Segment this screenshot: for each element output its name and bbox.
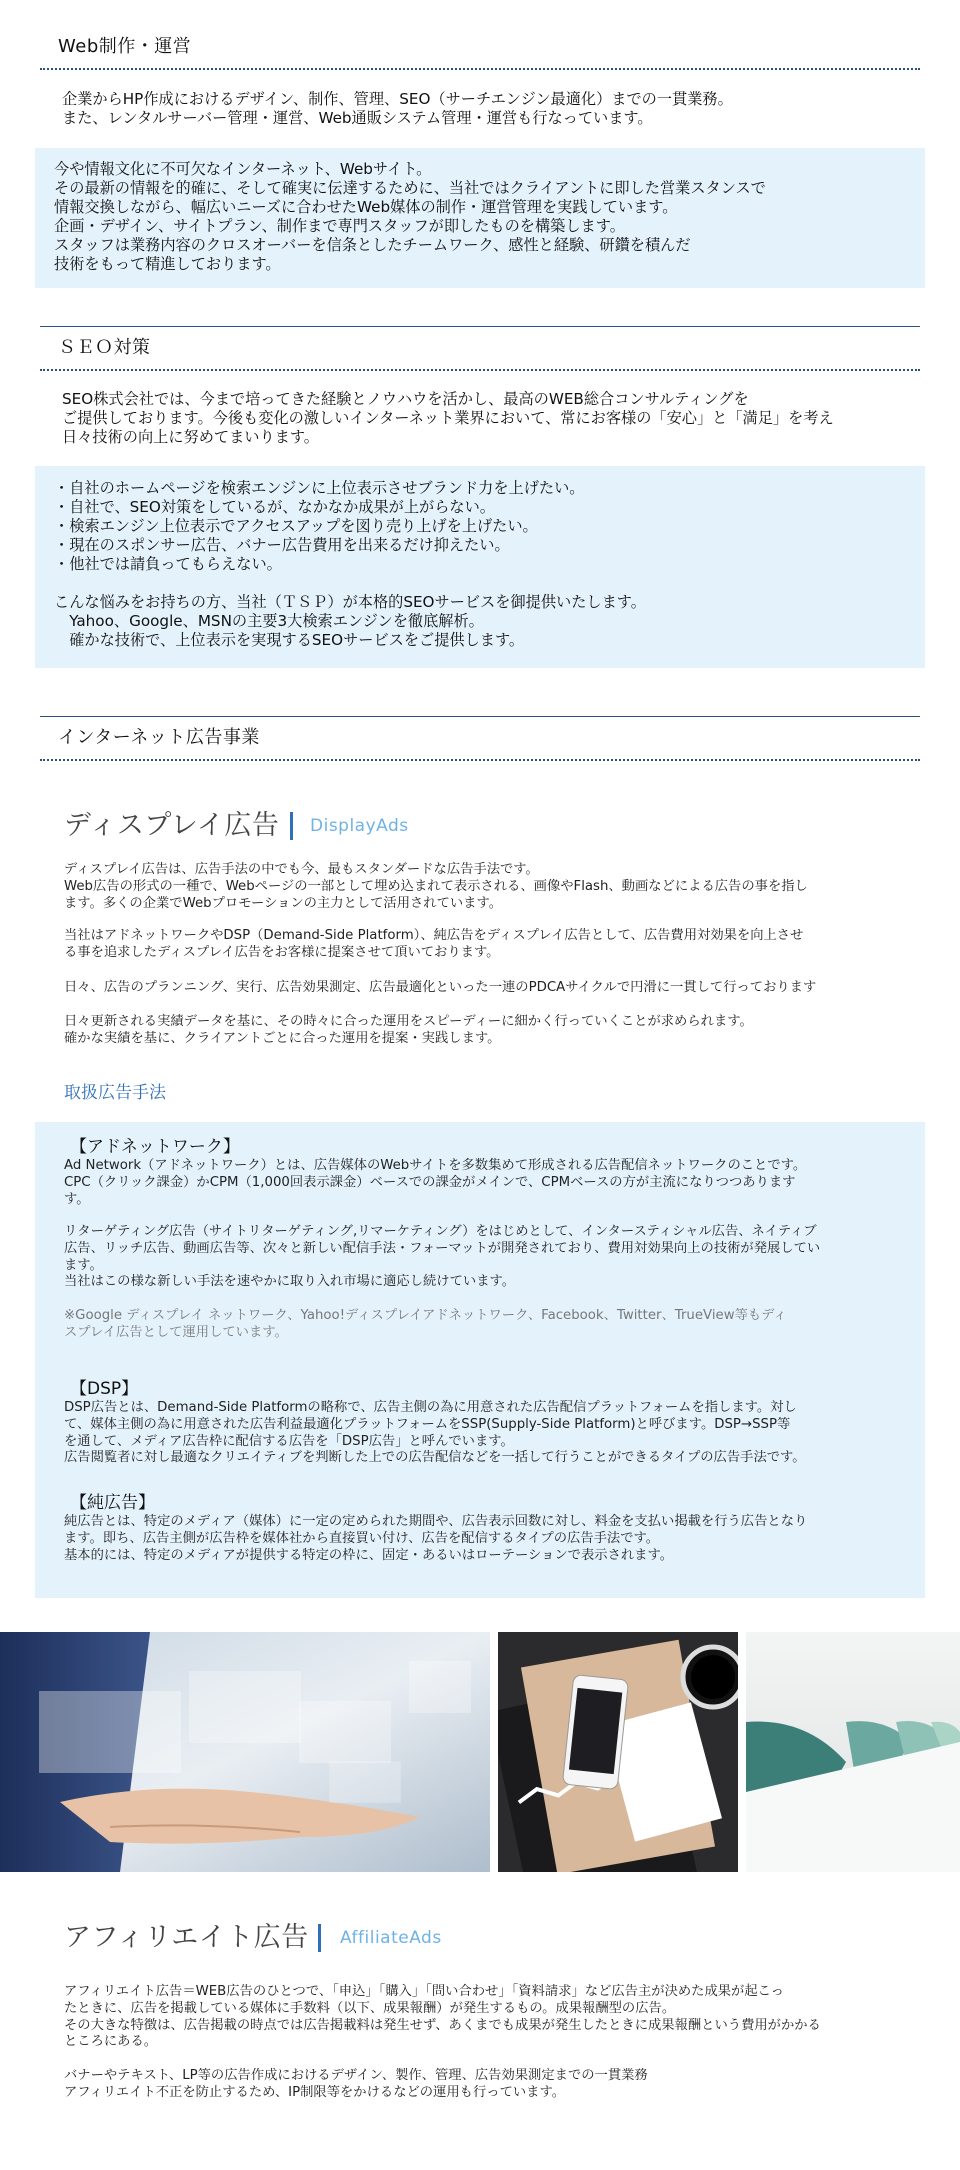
display-para-3: 日々、広告のプランニング、実行、広告効果測定、広告最適化といった一連のPDCAサイクルで円滑に一貫して行っております [64,980,817,995]
hand-photo-illustration [0,1632,490,1872]
web-box-text: 今や情報文化に不可欠なインターネット、Webサイト。 その最新の情報を的確に、そして確実に伝達するために、当社ではクライアントに即した営業スタンスで 情報交換しながら、幅広いニーズに合わせたWeb媒体の制作・運営管理を実践しています。 企画・デザイン、サイトプラン、制作まで専門スタッフが即したものを構築します。 スタッフは業務内容のクロスオーバーを信条としたチームワーク、感性と経験、研鑽を積んだ 技術をもって精進しております。 [54,160,766,273]
dotted-divider [40,759,920,761]
title-separator-bar [290,812,293,840]
photo-office-chairs [746,1632,960,1872]
display-ads-subtitle: DisplayAds [310,816,409,836]
web-lead-text: 企業からHP作成におけるデザイン、制作、管理、SEO（サーチエンジン最適化）までの一貫業務。 また、レンタルサーバー管理・運営、Web通販システム管理・運営も行なっています。 [62,90,733,127]
section-top-rule [40,716,920,717]
section-header-web [40,36,920,70]
ad-methods-heading: 取扱広告手法 [64,1083,166,1103]
section-title-web: Web制作・運営 [58,36,192,57]
affiliate-para-1: アフィリエイト広告＝WEB広告のひとつで、「申込」「購入」「問い合わせ」「資料請求」など広告主が決めた成果が起こっ たときに、広告を掲載している媒体に手数料（以下、成果報酬）が発生するもの。成果報酬型の広告。 その大きな特徴は、広告掲載の時点では広告掲載料は発生せず、あくまでも成果が発生したときに成果報酬という費用がかかる ところにある。 [64,1984,821,2050]
seo-info-box [35,466,925,668]
seo-lead-text: SEO株式会社では、今まで培ってきた経験とノウハウを活かし、最高のWEB総合コンサルティングを ご提供しております。今後も変化の激しいインターネット業界において、常にお客様の「安心」と「満足」を考え 日々技術の向上に努めてまいります。 [62,390,834,446]
section-top-rule [40,326,920,327]
affiliate-ads-title: アフィリエイト広告 [64,1922,309,1953]
dotted-divider [40,369,920,371]
display-para-1: ディスプレイ広告は、広告手法の中でも今、最もスタンダードな広告手法です。 Web広告の形式の一種で、Webページの一部として埋め込まれて表示される、画像やFlash、動画などによる広告の事を指し ます。多くの企業でWebプロモーションの主力として活用されています。 [64,862,808,911]
section-header-seo [40,326,920,371]
affiliate-ads-subtitle: AffiliateAds [340,1928,442,1948]
pure-ad-para: 純広告とは、特定のメディア（媒体）に一定の定められた期間や、広告表示回数に対し、料金を支払い掲載を行う広告となり ます。即ち、広告主側が広告枠を媒体社から直接買い付け、広告を配信するタイプの広告手法です。 基本的には、特定のメディアが提供する特定の枠に、固定・あるいはローテーションで表示されます。 [64,1514,808,1563]
adnetwork-note: ※Google ディスプレイ ネットワーク、Yahoo!ディスプレイアドネットワーク、Facebook、Twitter、TrueView等もディ スプレイ広告として運用しています。 [64,1308,787,1340]
pure-ad-heading: 【純広告】 [70,1493,155,1513]
affiliate-para-2: バナーやテキスト、LP等の広告作成におけるデザイン、製作、管理、広告効果測定までの一貫業務 アフィリエイト不正を防止するため、IP制限等をかけるなどの運用も行っています。 [64,2068,648,2100]
dsp-para: DSP広告とは、Demand-Side Platformの略称で、広告主側の為に用意された広告配信プラットフォームを指します。対し て、媒体主側の為に用意された広告利益最適化プラットフォームをSSP(Supply-Side Platform)と呼びます。DSP→SSP等 を通して、メディア広告枠に配信する広告を「DSP広告」と呼んでいます。 広告閲覧者に対し最適なクリエイティブを判断した上での広告配信などを一括して行うことができるタイプの広告手法です。 [64,1400,806,1466]
seo-box-text: ・自社のホームページを検索エンジンに上位表示させブランド力を上げたい。 ・自社で、SEO対策をしているが、なかなか成果が上がらない。 ・検索エンジン上位表示でアクセスアップを図り売り上げを上げたい。 ・現在のスポンサー広告、バナー広告費用を出来るだけ抑えたい。 ・他社では請負ってもらえない。 こんな悩みをお持ちの方、当社（ＴＳＰ）が本格的SEOサービスを御提供いたします。 Yahoo、Google、MSNの主要3大検索エンジンを徹底解析。 確かな技術で、上位表示を実現するSEOサービスをご提供します。 [54,479,646,649]
photo-hand-holographic [0,1632,490,1872]
adnetwork-heading: 【アドネットワーク】 [70,1137,240,1157]
display-ads-title: ディスプレイ広告 [64,810,280,841]
dsp-heading: 【DSP】 [70,1379,139,1399]
dotted-divider [40,68,920,70]
smartphone-photo-illustration [498,1632,738,1872]
section-title-seo: ＳＥＯ対策 [58,337,151,358]
adnetwork-para-2: リターゲティング広告（サイトリターゲティング,リマーケティング）をはじめとして、インタースティシャル広告、ネイティブ 広告、リッチ広告、動画広告等、次々と新しい配信手法・フォーマットが開発されており、費用対効果向上の技術が発展してい ます。 当社はこの様な新しい手法を速やかに取り入れ市場に適応し続けています。 [64,1224,821,1290]
title-separator-bar [318,1924,321,1952]
display-para-4: 日々更新される実績データを基に、その時々に合った運用をスピーディーに細かく行っていくことが求められます。 確かな実績を基に、クライアントごとに合った運用を提案・実践します。 [64,1014,753,1046]
section-header-ads [40,716,920,761]
section-title-ads: インターネット広告事業 [58,727,260,748]
photo-smartphone-notebook [498,1632,738,1872]
chairs-photo-illustration [746,1632,960,1872]
adnetwork-para-1: Ad Network（アドネットワーク）とは、広告媒体のWebサイトを多数集めて形成される広告配信ネットワークのことです。 CPC（クリック課金）かCPM（1,000回表示課金）ベースでの課金がメインで、CPMベースの方が主流になりつつあります す。 [64,1158,807,1207]
web-info-box [35,148,925,288]
display-para-2: 当社はアドネットワークやDSP（Demand-Side Platform）、純広告をディスプレイ広告として、広告費用対効果を向上させ る事を追求したディスプレイ広告をお客様に提案させて頂いております。 [64,928,804,960]
